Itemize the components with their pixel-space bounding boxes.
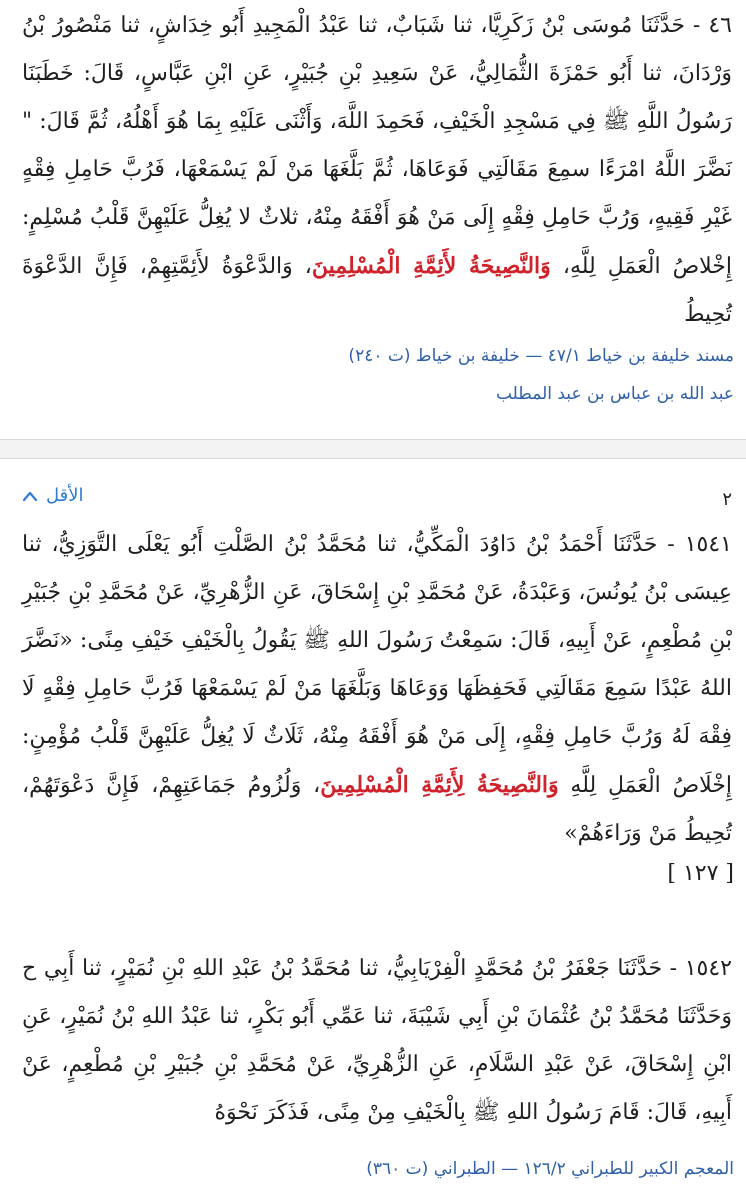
hadith-text [22, 521, 732, 858]
hadith-text-2: ١٥٤٢ - حَدَّثَنَا جَعْفَرُ بْنُ مُحَمَّدٍ الْفِرْيَابِيُّ، ثنا مُحَمَّدُ بْنُ عَبْدِ اللهِ بْنِ نُمَيْرٍ، ثنا أَبِي ح وَحَدَّثَنَا مُحَمَّدُ بْنُ عُثْمَانَ بْنِ أَبِي شَيْبَةَ، ثنا عَمِّي أَبُو بَكْرٍ، ثنا عَبْدُ اللهِ بْنُ نُمَيْرٍ، عَنِ ابْنِ إِسْحَاقَ، عَنْ عَبْدِ السَّلَامِ، عَنِ الزُّهْرِيِّ، عَنْ مُحَمَّدِ بْنِ جُبَيْرِ بْنِ مُطْعِمٍ، عَنْ أَبِيهِ، قَالَ: قَامَ رَسُولُ اللهِ ﷺ بِالْخَيْفِ مِنْ مِنًى، فَذَكَرَ نَحْوَهُ [22, 956, 732, 1125]
hadith-text-part: ٤٦ - حَدَّثَنَا مُوسَى بْنُ زَكَرِيَّا، ثنا شَبَابٌ، ثنا عَبْدُ الْمَجِيدِ أَبُو خِدَاشٍ، ثنا مَنْصُورُ بْنُ وَرْدَانَ، ثنا أَبُو حَمْزَةَ الثُّمَالِيُّ، عَنْ سَعِيدِ بْنِ جُبَيْرٍ، عَنِ ابْنِ عَبَّاسٍ، قَالَ: خَطَبَنَا رَسُولُ اللَّهِ ﷺ فِي مَسْجِدِ الْخَيْفِ، فَحَمِدَ اللَّهَ، وَأَثْنَى عَلَيْهِ بِمَا هُوَ أَهْلُهُ، ثُمَّ قَالَ: " نَضَّرَ اللَّهُ امْرَءًا سمِعَ مَقَالَتِي فَوَعَاهَا، ثُمَّ بَلَّغَهَا مَنْ لَمْ يَسْمَعْهَا، فَرُبَّ حَامِلِ فِقْهٍ غَيْرِ فَقِيهٍ، وَرُبَّ حَامِلِ فِقْهٍ إِلَى مَنْ هُوَ أَفْقَهُ مِنْهُ، ثلاثٌ لا يُغِلُّ عَلَيْهِنَّ قَلْبُ مُسْلِمٍ: إِخْلاصُ الْعَمَلِ لِلَّهِ، [22, 13, 733, 279]
result-index: ٢ [722, 489, 732, 510]
hadith-text-part: ، وَلُزُومُ جَمَاعَتِهِمْ، فَإِنَّ دَعْوَتَهُمْ، تُحِيطُ مَنْ وَرَاءَهُمْ» [22, 773, 732, 846]
source-link[interactable]: مسند خليفة بن خياط ٤٧/١ — خليفة بن خياط (ت ٢٤٠) [348, 346, 734, 366]
hadith-card-2 [0, 458, 746, 1200]
narrator-link[interactable]: عبد الله بن عباس بن عبد المطلب [495, 384, 734, 404]
hadith-card-1 [0, 0, 746, 440]
hadith-text [22, 2, 732, 339]
page-number: [ ١٢٧ ] [667, 861, 734, 886]
highlighted-phrase: وَالنَّصِيحَةُ لأَئِمَّةِ الْمُسْلِمِينَ [311, 253, 551, 279]
hadith-text-part: ١٥٤١ - حَدَّثَنَا أَحْمَدُ بْنُ دَاوُدَ الْمَكِّيُّ، ثنا مُحَمَّدُ بْنُ الصَّلْتِ أَبُو يَعْلَى التَّوَزِيُّ، ثنا عِيسَى بْنُ يُونُسَ، وَعَبْدَةُ، عَنْ مُحَمَّدِ بْنِ إِسْحَاقَ، عَنِ الزُّهْرِيِّ، عَنْ مُحَمَّدِ بْنِ جُبَيْرِ بْنِ مُطْعِمٍ، عَنْ أَبِيهِ، قَالَ: سَمِعْتُ رَسُولَ اللهِ ﷺ يَقُولُ بِالْخَيْفِ خَيْفِ مِنًى: «نَضَّرَ اللهُ عَبْدًا سَمِعَ مَقَالَتِي فَحَفِظَهَا وَوَعَاهَا وَبَلَّغَهَا مَنْ لَمْ يَسْمَعْهَا فَرُبَّ حَامِلِ فِقْهٍ لَا فِقْهَ لَهُ وَرُبَّ حَامِلِ فِقْهٍ، إِلَى مَنْ هُوَ أَفْقَهُ مِنْهُ، ثَلَاثٌ لَا يُغِلُّ عَلَيْهِنَّ قَلْبُ مُؤْمِنٍ: إِخْلَاصُ الْعَمَلِ لِلَّهِ [22, 532, 733, 798]
show-less-button[interactable] [22, 485, 84, 506]
source-link[interactable]: المعجم الكبير للطبراني ١٢٦/٢ — الطبراني (ت ٣٦٠) [366, 1159, 734, 1179]
show-less-label: الأقل [46, 485, 84, 506]
chevron-up-icon [22, 490, 38, 502]
hadith-text-part: ، وَالدَّعْوَةُ لأَئِمَّتِهِمْ، فَإِنَّ الدَّعْوَةَ تُحِيطُ [22, 254, 732, 327]
highlighted-phrase: وَالنَّصِيحَةُ لِأَئِمَّةِ الْمُسْلِمِينَ [320, 772, 559, 798]
